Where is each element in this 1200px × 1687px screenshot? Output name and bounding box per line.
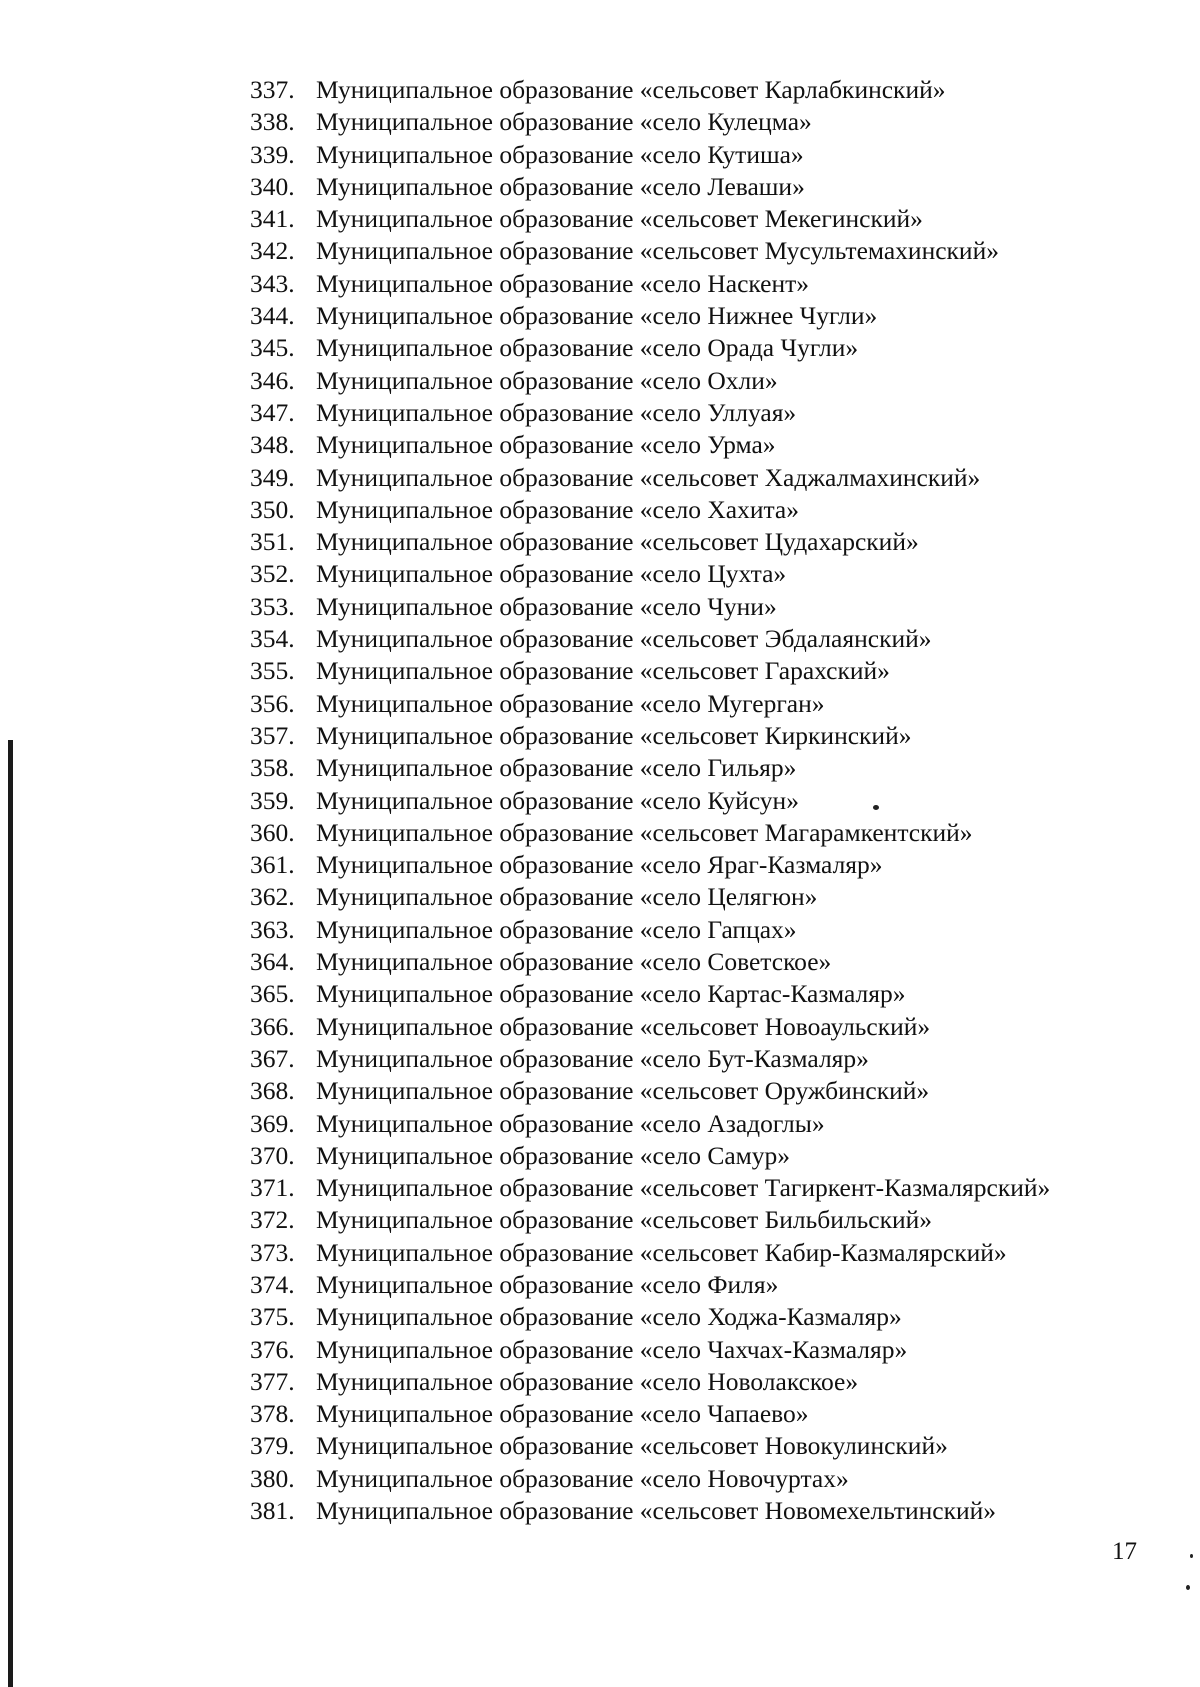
list-item [250, 1140, 1050, 1172]
list-item [250, 1269, 1050, 1301]
item-number: 345. [250, 333, 295, 363]
item-number: 337. [250, 75, 295, 104]
item-number: 370. [250, 1140, 295, 1170]
municipality-list [250, 74, 1050, 1527]
item-number: 351. [250, 527, 295, 557]
scan-speck [873, 805, 879, 810]
item-text: Муниципальное образование «село Яраг-Казмаляр» [316, 850, 883, 880]
item-text: Муниципальное образование «село Мугерган» [316, 688, 825, 718]
item-text: Муниципальное образование «село Кутиша» [316, 139, 804, 169]
item-number: 380. [250, 1463, 295, 1493]
list-item [250, 688, 1050, 720]
list-item [250, 591, 1050, 623]
item-number: 346. [250, 365, 295, 395]
item-text: Муниципальное образование «сельсовет Магарамкентский» [316, 817, 973, 847]
list-item [250, 1237, 1050, 1269]
list-item [250, 720, 1050, 752]
item-text: Муниципальное образование «село Целягюн» [316, 882, 818, 912]
list-item [250, 171, 1050, 203]
item-text: Муниципальное образование «сельсовет Мекегинский» [316, 204, 923, 234]
item-number: 340. [250, 171, 295, 201]
item-text: Муниципальное образование «село Самур» [316, 1140, 791, 1170]
list-item [250, 106, 1050, 138]
item-text: Муниципальное образование «село Нижнее Чугли» [316, 301, 878, 331]
list-item [250, 914, 1050, 946]
item-text: Муниципальное образование «сельсовет Новокулинский» [316, 1431, 948, 1461]
item-number: 347. [250, 397, 295, 427]
item-text: Муниципальное образование «село Цухта» [316, 559, 787, 589]
list-item [250, 1011, 1050, 1043]
list-item [250, 429, 1050, 461]
item-text: Муниципальное образование «сельсовет Эбдалаянский» [316, 624, 932, 654]
item-number: 379. [250, 1431, 295, 1461]
item-text: Муниципальное образование «село Орада Чугли» [316, 333, 859, 363]
item-number: 338. [250, 107, 295, 137]
item-text: Муниципальное образование «село Филя» [316, 1269, 779, 1299]
item-text: Муниципальное образование «сельсовет Киркинский» [316, 720, 912, 750]
item-text: Муниципальное образование «сельсовет Карлабкинский» [316, 75, 946, 104]
item-text: Муниципальное образование «сельсовет Тагиркент-Казмалярский» [316, 1173, 1051, 1203]
list-item [250, 978, 1050, 1010]
item-number: 371. [250, 1173, 295, 1203]
item-text: Муниципальное образование «село Леваши» [316, 171, 805, 201]
item-number: 364. [250, 947, 295, 977]
list-item [250, 785, 1050, 817]
item-text: Муниципальное образование «село Чахчах-Казмаляр» [316, 1334, 908, 1364]
list-item [250, 462, 1050, 494]
item-number: 343. [250, 268, 295, 298]
item-number: 341. [250, 204, 295, 234]
list-item [250, 1108, 1050, 1140]
item-number: 376. [250, 1334, 295, 1364]
item-number: 365. [250, 979, 295, 1009]
item-number: 361. [250, 850, 295, 880]
item-number: 369. [250, 1108, 295, 1138]
list-item [250, 1204, 1050, 1236]
list-item [250, 235, 1050, 267]
item-text: Муниципальное образование «сельсовет Оружбинский» [316, 1076, 930, 1106]
item-number: 357. [250, 720, 295, 750]
list-item [250, 397, 1050, 429]
item-number: 372. [250, 1205, 295, 1235]
item-text: Муниципальное образование «село Наскент» [316, 268, 810, 298]
item-text: Муниципальное образование «село Чапаево» [316, 1399, 809, 1429]
item-text: Муниципальное образование «село Охли» [316, 365, 778, 395]
item-text: Муниципальное образование «село Советское» [316, 947, 832, 977]
item-number: 359. [250, 785, 295, 815]
item-text: Муниципальное образование «село Кулецма» [316, 107, 812, 137]
item-text: Муниципальное образование «село Картас-Казмаляр» [316, 979, 906, 1009]
item-text: Муниципальное образование «село Урма» [316, 430, 776, 460]
item-number: 381. [250, 1496, 295, 1526]
list-item [250, 1075, 1050, 1107]
list-item [250, 365, 1050, 397]
item-text: Муниципальное образование «сельсовет Новоаульский» [316, 1011, 931, 1041]
item-number: 358. [250, 753, 295, 783]
list-item [250, 1463, 1050, 1495]
list-item [250, 1043, 1050, 1075]
item-number: 344. [250, 301, 295, 331]
list-item [250, 268, 1050, 300]
item-text: Муниципальное образование «село Бут-Казмаляр» [316, 1043, 869, 1073]
list-item [250, 655, 1050, 687]
item-text: Муниципальное образование «сельсовет Новомехельтинский» [316, 1496, 997, 1526]
item-number: 363. [250, 914, 295, 944]
list-item [250, 558, 1050, 590]
list-item [250, 203, 1050, 235]
item-number: 349. [250, 462, 295, 492]
item-text: Муниципальное образование «сельсовет Хаджалмахинский» [316, 462, 981, 492]
list-item [250, 1334, 1050, 1366]
list-item [250, 849, 1050, 881]
list-item [250, 494, 1050, 526]
list-item [250, 1398, 1050, 1430]
item-text: Муниципальное образование «село Куйсун» [316, 785, 799, 815]
item-text: Муниципальное образование «село Новочуртах» [316, 1463, 849, 1493]
item-text: Муниципальное образование «село Ходжа-Казмаляр» [316, 1302, 902, 1332]
item-number: 348. [250, 430, 295, 460]
item-number: 373. [250, 1237, 295, 1267]
item-number: 350. [250, 494, 295, 524]
scan-speck [1186, 1585, 1190, 1590]
item-number: 354. [250, 624, 295, 654]
item-number: 368. [250, 1076, 295, 1106]
scan-edge-mark [8, 740, 13, 1687]
item-text: Муниципальное образование «село Азадоглы» [316, 1108, 825, 1138]
list-item [250, 526, 1050, 558]
list-item [250, 946, 1050, 978]
item-number: 360. [250, 817, 295, 847]
item-number: 356. [250, 688, 295, 718]
list-item [250, 74, 1050, 106]
item-text: Муниципальное образование «сельсовет Бильбильский» [316, 1205, 933, 1235]
item-text: Муниципальное образование «сельсовет Гарахский» [316, 656, 890, 686]
item-text: Муниципальное образование «село Уллуая» [316, 397, 797, 427]
list-item [250, 881, 1050, 913]
item-number: 352. [250, 559, 295, 589]
list-item [250, 1430, 1050, 1462]
item-number: 374. [250, 1269, 295, 1299]
item-number: 378. [250, 1399, 295, 1429]
list-item [250, 1301, 1050, 1333]
item-text: Муниципальное образование «сельсовет Кабир-Казмалярский» [316, 1237, 1007, 1267]
item-number: 339. [250, 139, 295, 169]
item-text: Муниципальное образование «сельсовет Цудахарский» [316, 527, 919, 557]
item-text: Муниципальное образование «село Новолакское» [316, 1366, 859, 1396]
list-item [250, 300, 1050, 332]
item-number: 377. [250, 1366, 295, 1396]
item-number: 366. [250, 1011, 295, 1041]
item-text: Муниципальное образование «село Хахита» [316, 494, 799, 524]
list-item [250, 1366, 1050, 1398]
list-item [250, 817, 1050, 849]
list-item [250, 623, 1050, 655]
list-item [250, 332, 1050, 364]
item-text: Муниципальное образование «село Гильяр» [316, 753, 797, 783]
list-item [250, 1495, 1050, 1527]
scan-speck [1190, 1554, 1193, 1558]
list-item [250, 752, 1050, 784]
item-text: Муниципальное образование «сельсовет Мусультемахинский» [316, 236, 999, 266]
item-number: 353. [250, 591, 295, 621]
item-text: Муниципальное образование «село Гапцах» [316, 914, 797, 944]
list-item [250, 1172, 1050, 1204]
item-text: Муниципальное образование «село Чуни» [316, 591, 777, 621]
item-number: 367. [250, 1043, 295, 1073]
item-number: 355. [250, 656, 295, 686]
item-number: 342. [250, 236, 295, 266]
page-number: 17 [1112, 1538, 1137, 1565]
item-number: 375. [250, 1302, 295, 1332]
item-number: 362. [250, 882, 295, 912]
list-item [250, 139, 1050, 171]
